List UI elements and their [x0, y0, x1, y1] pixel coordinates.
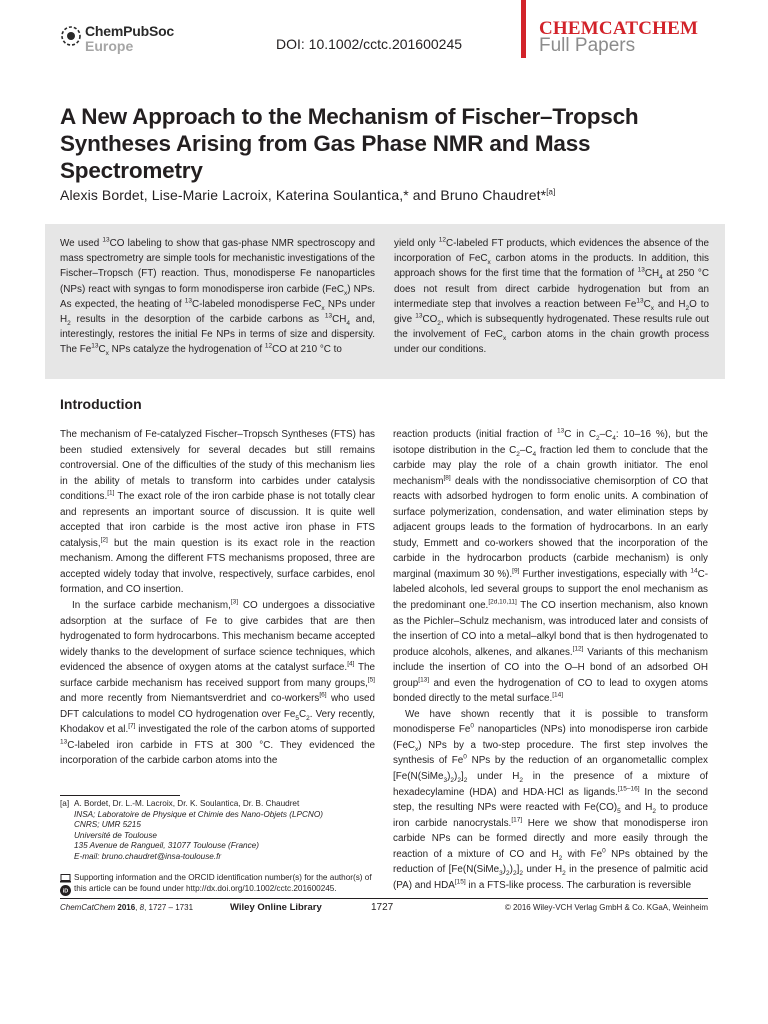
chempubsoc-logo-icon — [60, 25, 82, 47]
affiliation-line: CNRS; UMR 5215 — [74, 820, 141, 830]
publisher-logo — [60, 24, 174, 53]
supporting-info-note — [60, 873, 375, 896]
publisher-sub: Europe — [85, 38, 134, 54]
body-paragraph: We have shown recently that it is possible to transform monodisperse Fe$^0$ nanoparticles (NPs) into monodisperse iron carbide (FeC$_x$) NPs by a two-step procedure. The first step involves the synthesis of Fe$^0$ NPs by the reduction of an organometallic complex $[Fe(N(SiMe_3)_2)_2]_2$ under $H_2$ in the presence of a mixture of hexadecylamine (HDA) and HDA·HCl as ligands.[15–16] In the second step, the resulting NPs were reacted with $Fe(CO)_5$ and $H_2$ to produce iron carbide nanocrystals.[17] Here we show that monodisperse iron carbide NPs can be formed directly and more easily through the reaction of a mixture of CO and $H_2$ with Fe$^0$ NPs obtained by the reduction of $[Fe(N(SiMe_3)_2)_2]_2$ under $H_2$ in the presence of palmitic acid (PA) and HDA[15] in a FTS-like process. The carburation is reversible — [393, 708, 709, 891]
publisher-name: ChemPubSoc — [85, 23, 175, 39]
author-list — [60, 187, 555, 203]
affiliation-names: A. Bordet, Dr. L.-M. Lacroix, Dr. K. Soulantica, Dr. B. Chaudret — [74, 799, 300, 808]
copyright: © 2016 Wiley-VCH Verlag GmbH & Co. KGaA, Weinheim — [504, 903, 708, 912]
journal-accent-bar — [521, 0, 526, 58]
author-affil-mark: [a] — [546, 187, 556, 197]
body-right-column — [393, 427, 708, 893]
affiliation-line: Université de Toulouse — [74, 830, 157, 840]
journal-part-b: CAT — [598, 18, 639, 39]
doi[interactable]: DOI: 10.1002/cctc.201600245 — [276, 36, 463, 52]
page-number: 1727 — [371, 902, 394, 913]
article-type: Full Papers — [539, 35, 636, 56]
author-names: Alexis Bordet, Lise-Marie Lacroix, Katerina Soulantica,* and Bruno Chaudret* — [60, 187, 547, 203]
affiliation-line: INSA; Laboratoire de Physique et Chimie des Nano-Objets (LPCNO) — [74, 809, 323, 819]
supporting-info-icon — [60, 874, 71, 883]
affiliation-mark: [a] — [60, 799, 70, 808]
section-heading-introduction: Introduction — [60, 396, 142, 412]
article-title: A New Approach to the Mechanism of Fischer–Tropsch Syntheses Arising from Gas Phase NMR and Mass Spectrometry — [60, 104, 639, 183]
footer-citation: ChemCatChem 2016, 8, 1727 – 1731 — [60, 903, 194, 912]
icons — [60, 873, 74, 896]
supporting-info-text[interactable]: Supporting information and the ORCID identification number(s) for the author(s) of this article can be found under http://dx.doi.org/10.1002/cctc.201600245. — [74, 873, 372, 893]
footer-pages: 1727 – 1731 — [148, 903, 194, 912]
affiliation-line: 135 Avenue de Rangueil, 31077 Toulouse (France) — [74, 841, 259, 851]
abstract-left-column: We used $^{13}$CO labeling to show that gas-phase NMR spectroscopy and mass spectrometry are simple tools for mechanistic investigations of the Fischer–Tropsch (FT) reaction. Thus, monodisperse Fe nanoparticles (NPs) react with syngas to form monodisperse iron carbide (FeC$_x$) NPs. As expected, the heating of $^{13}$C-labeled monodisperse FeC$_x$ NPs under $H_2$ results in the desorption of the carbide carbons as $^{13}CH_4$ and, interestingly, restores the initial Fe NPs in terms of size and dispersity. The $Fe^{13}C_x$ NPs catalyze the hydrogenation of $^{12}$CO at 210 °C to — [60, 236, 375, 358]
wiley-online-library-link[interactable]: Wiley Online Library — [230, 902, 322, 913]
orcid-icon — [60, 885, 71, 896]
body-left-column — [60, 427, 375, 769]
affiliation-footnote — [60, 799, 375, 863]
abstract-right-column: yield only $^{12}$C-labeled FT products, which evidences the absence of the incorporation of FeC$_x$ carbon atoms in the products. In addition, this approach shows for the first time that the formation of $^{13}CH_4$ at 250 °C does not result from direct carbide hydrogenation but from an intermediate step that involves a reaction between $Fe^{13}C_x$ and $H_2O$ to give $^{13}CO_2$, which is subsequently hydrogenated. These results rule out the involvement of FeC$_x$ carbon atoms in the chain growth process under our conditions. — [394, 236, 710, 356]
affiliation-email[interactable]: E-mail: bruno.chaudret@insa-toulouse.fr — [74, 851, 222, 861]
body-paragraph: In the surface carbide mechanism,[3] CO undergoes a dissociative adsorption at the surface of Fe to give carbides that are then hydrogenated to form hydrocarbons. This mechanism became accepted widely thanks to the development of surface science techniques, which evidenced the absence of oxygen atoms at the catalyst surface.[4] The surface carbide mechanism has received support from many groups,[5] and more recently from Niemantsverdriet and co-workers[6] who used DFT calculations to model CO hydrogenation over $Fe_5C_2$. Very recently, Khodakov et al.[7] investigated the role of the carbon atoms of supported $^{13}$C-labeled iron carbide in FTS at 300 °C. They evidenced the incorporation of the carbide carbon atoms into the — [60, 598, 376, 767]
svg-text:iD: iD — [62, 888, 69, 895]
journal-part-a: CHEM — [539, 18, 599, 39]
journal-part-c: CHEM — [638, 18, 699, 39]
footnote-separator — [60, 795, 180, 796]
footer-volume: 8 — [139, 903, 145, 912]
body-paragraph: reaction products (initial fraction of $^{13}$C in $C_2-C_4$: 10–16 %), but the isotope distribution in the $C_2-C_4$ fraction led them to conclude that the carbide may play the role of a chain growth initiator. The enol mechanism[8] deals with the nondissociative chemisorption of CO that reacts with adsorbed hydrogen to form enolic units. A combination of surface polymerization, condensation, and water elimination steps by adjacent groups leads to the formation of hydrocarbons. In an early study, Emmett and co-workers showed that the incorporation of the carbide in the hydrocarbon products (carbide mechanism) is only marginal (maximum 30 %).[9] Further investigations, especially with $^{14}$C-labeled alcohols, led several groups to support the enol mechanism as the predominant one.[2d,10,11] The CO insertion mechanism, also known as the Pichler–Schulz mechanism, was introduced later and consists of the insertion of CO into a metal–alkyl bond that is then hydrogenated to produce alcohols, alkenes, and alkanes.[12] Variants of this mechanism include the insertion of CO into the O–H bond of an adsorbed OH group[13] and even the hydrogenation of CO to lead to oxygen atoms bonded directly to the metal surface.[14] — [393, 427, 709, 705]
footer-journal: ChemCatChem — [60, 903, 116, 912]
footer-year: 2016 — [117, 903, 136, 912]
body-paragraph: The mechanism of Fe-catalyzed Fischer–Tropsch Syntheses (FTS) has been studied extensively for several decades but still remains controversial. One of the difficulties of the study of this mechanism lies in the ability of metals to transform into carbides under catalysis conditions.[1] The exact role of the iron carbide phase is not totally clear and represents an important source of discussion. It is quite well accepted that iron carbide is the most active iron phase in FTS catalysis,[2] but the main question is its exact role in the reaction mechanism. Among the different FTS mechanisms proposed, three are accepted widely today that involve, respectively, surface carbides, enol formation, and CO insertion. — [60, 429, 375, 596]
abstract-box — [45, 224, 725, 379]
footer-rule — [60, 898, 708, 899]
